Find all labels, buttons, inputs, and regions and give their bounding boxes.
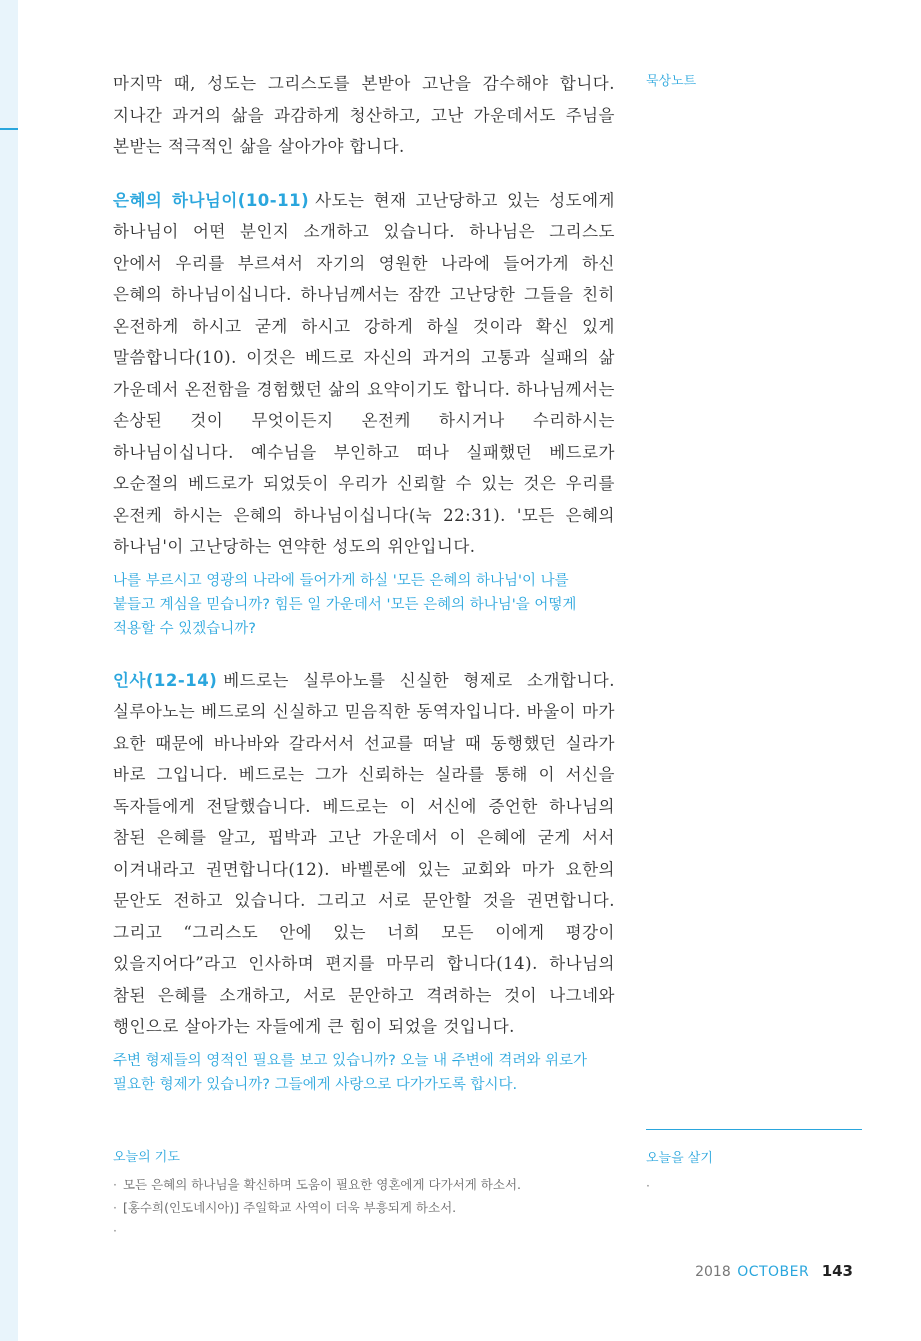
prayer-item [113,1219,613,1242]
meditation-note-label: 묵상노트 [646,74,697,89]
intro-paragraph: 마지막 때, 성도는 그리스도를 본받아 고난을 감수해야 합니다. 지나간 과거의 삶을 과감하게 청산하고, 고난 가운데서도 주님을 본받는 적극적인 삶을 살아가야 합니다. [113,74,615,156]
prayer-item: · 모든 은혜의 하나님을 확신하며 도움이 필요한 영혼에게 다가서게 하소서. [113,1177,521,1192]
living-item [646,1174,862,1197]
left-margin-tick [0,128,18,130]
living-today-title: 오늘을 살기 [646,1151,713,1166]
section-greeting-heading: 인사(12-14) [113,670,218,690]
footer-year: 2018 [695,1264,731,1280]
prayer-item: · [홍수희(인도네시아)] 주일학교 사역이 더욱 부흥되게 하소서. [113,1200,457,1215]
section-grace-heading: 은혜의 하나님이(10-11) [113,190,310,210]
reflection-question-1: 나를 부르시고 영광의 나라에 들어가게 하실 '모든 은혜의 하나님'이 나를 붙들고 계심을 믿습니까? 힘든 일 가운데서 '모든 은혜의 하나님'을 어떻게 적용할 수 있겠습니까? [113,572,577,637]
bullet-dot: · [113,1177,117,1192]
section-grace-body: 사도는 현재 고난당하고 있는 성도에게 하나님이 어떤 분인지 소개하고 있습니다. 하나님은 그리스도 안에서 우리를 부르셔서 자기의 영원한 나라에 들어가게 하신 은혜의 하나님이십니다. 하나님께서는 잠깐 고난당한 그들을 친히 온전하게 하시고 굳게 하시고 강하게 하실 것이라 확신 있게 말씀합니다(10). 이것은 베드로 자신의 과거의 고통과 실패의 삶 가운데서 온전함을 경험했던 삶의 요약이기도 합니다. 하나님께서는 손상된 것이 무엇이든지 온전케 하시거나 수리하시는 하나님이십니다. 예수님을 부인하고 떠나 실패했던 베드로가 오순절의 베드로가 되었듯이 우리가 신뢰할 수 있는 것은 우리를 온전케 하시는 은혜의 하나님이십니다(눅 22:31). '모든 은혜의 하나님'이 고난당하는 연약한 성도의 위안입니다. [113,190,615,556]
page-footer [695,1262,853,1280]
todays-prayer-title: 오늘의 기도 [113,1150,180,1165]
main-text-column [113,68,615,1121]
section-greeting-body: 베드로는 실루아노를 신실한 형제로 소개합니다. 실루아노는 베드로의 신실하고 믿음직한 동역자입니다. 바울이 마가 요한 때문에 바나바와 갈라서서 선교를 떠날 때 동행했던 실라가 바로 그입니다. 베드로는 그가 신뢰하는 실라를 통해 이 서신을 독자들에게 전달했습니다. 베드로는 이 서신에 증언한 하나님의 참된 은혜를 알고, 핍박과 고난 가운데서 이 은혜에 굳게 서서 이겨내라고 권면합니다(12). 바벨론에 있는 교회와 마가 요한의 문안도 전하고 있습니다. 그리고 서로 문안할 것을 권면합니다. 그리고 “그리스도 안에 있는 너희 모든 이에게 평강이 있을지어다”라고 인사하며 편지를 마무리 합니다(14). 하나님의 참된 은혜를 소개하고, 서로 문안하고 격려하는 것이 나그네와 행인으로 살아가는 자들에게 큰 힘이 되었을 것입니다. [113,670,615,1036]
reflection-question-2: 주변 형제들의 영적인 필요를 보고 있습니까? 오늘 내 주변에 격려와 위로가 필요한 형제가 있습니까? 그들에게 사랑으로 다가가도록 합시다. [113,1052,587,1093]
footer-month: OCTOBER [737,1264,810,1280]
bullet-dot: · [113,1200,117,1215]
bullet-dot: · [113,1223,117,1238]
living-today-box [646,1129,862,1197]
bullet-dot: · [646,1178,650,1193]
section-greeting-paragraph [113,665,615,1043]
page-number: 143 [821,1262,853,1280]
todays-prayer-box [113,1146,613,1242]
section-grace-paragraph [113,185,615,563]
left-margin-strip [0,0,18,1341]
